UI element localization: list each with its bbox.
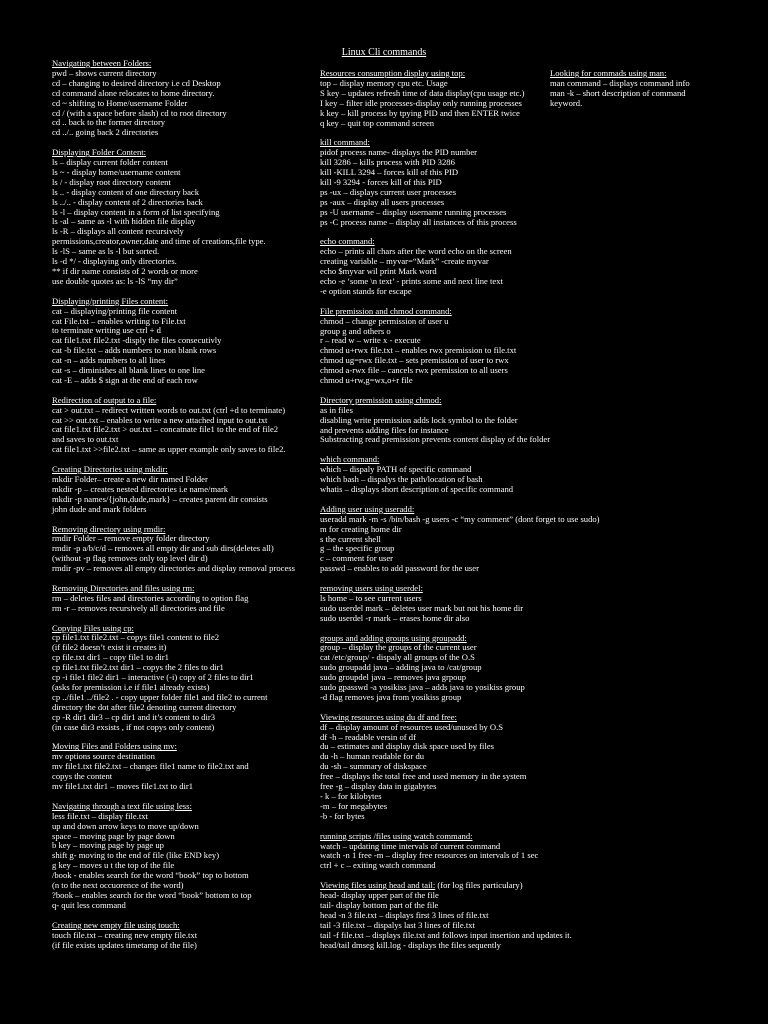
command-line: ps -aux – display all users processes — [320, 196, 445, 207]
command-line: tail- display bottom part of the file — [320, 899, 439, 910]
command-section — [320, 634, 600, 703]
command-line: pwd – shows current directory — [52, 67, 157, 78]
command-line: ** if dir name consists of 2 words or more — [52, 266, 198, 277]
command-line: (without -p flag removes only top level dir d) — [52, 553, 208, 564]
command-line: echo $myvar wil print Mark word — [320, 266, 437, 277]
command-line: cp ../file1 ../file2 . - copy upper folder file1 and file2 to current — [52, 691, 268, 702]
command-line: cat file1.txt file2.txt -disply the files consecutivly — [52, 335, 222, 346]
command-line: -m – for megabytes — [320, 800, 388, 811]
command-line: S key – updates refresh time of data display(cpu usage etc.) — [320, 87, 525, 98]
command-line: cp -i file1 file2 dir1 – interactive (-i) copy of 2 files to dir1 — [52, 672, 254, 683]
command-line: ps -ux – displays current user processes — [320, 186, 457, 197]
command-line: -d flag removes java from yosikiss group — [320, 691, 462, 702]
command-line: cd / (with a space before slash) cd to root directory — [52, 107, 227, 118]
command-line: which – dispaly PATH of specific command — [320, 464, 472, 475]
section-heading: Viewing resources using du df and free: — [320, 711, 457, 722]
command-line: shift g- moving to the end of file (like END key) — [52, 850, 220, 861]
command-line: passwd – enables to add password for the user — [320, 563, 479, 574]
command-line: mkdir -p – creates nested directories i.e name/mark — [52, 483, 229, 494]
command-section — [52, 921, 295, 951]
section-heading: Displaying/printing Files content: — [52, 295, 169, 306]
command-line: ls -al – same as -l with hidden file display — [52, 216, 196, 227]
command-line: cp -R dir1 dir3 – cp dir1 and it’s content to dir3 — [52, 711, 216, 722]
command-section — [320, 584, 600, 624]
section-heading: Moving Files and Folders using mv: — [52, 741, 177, 752]
command-line: copys the content — [52, 771, 113, 782]
command-line: cp file.txt dir1 – copy file1 to dir1 — [52, 652, 169, 663]
section-heading: Resources consumption display using top: — [320, 68, 466, 78]
command-line: cd – changing to desired directory i.e cd Desktop — [52, 77, 221, 88]
command-line: du – estimates and display disk space used by files — [320, 741, 494, 752]
command-line: head- display upper part of the file — [320, 890, 439, 901]
command-line: space – moving page by page down — [52, 830, 175, 841]
command-line: watch – updating time intervals of current command — [320, 840, 501, 851]
command-line: keyword. — [550, 97, 583, 108]
command-line: du -h – human readable for du — [320, 751, 425, 762]
command-line: ps -C process name – display all instances of this process — [320, 216, 517, 227]
command-line: mkdir -p names/{john,dude,mark} – creates parent dir consists — [52, 493, 268, 504]
section-heading: Removing Directories and files using rm: — [52, 582, 195, 593]
section-heading: Creating new empty file using touch: — [52, 919, 180, 930]
command-line: sudo groupdel java – removes java grpoup — [320, 672, 467, 683]
command-section — [52, 297, 295, 386]
command-line: ls -lS – same as ls -l but sorted. — [52, 246, 160, 257]
command-section — [52, 525, 295, 575]
command-line: sudo groupadd java – adding java to /cat/group — [320, 662, 482, 673]
section-heading: echo command: — [320, 236, 375, 247]
command-line: cd .. back to the former directory — [52, 117, 166, 128]
command-line: df – display amount of resources used/unused by O.S — [320, 721, 504, 732]
command-line: touch file.txt – creating new empty file.txt — [52, 929, 198, 940]
command-line: as in files — [320, 404, 353, 415]
command-line: cat > out.txt – redirect written words to out.txt (ctrl +d to terminate) — [52, 404, 286, 415]
command-line: k key – kill process by tpying PID and then ENTER twice — [320, 107, 520, 118]
command-line: (n to the next occuorence of the word) — [52, 880, 184, 891]
command-line: b key – moving page by page up — [52, 840, 164, 851]
command-line: tail -f file.txt – displays file.txt and follows input insertion and updates it. — [320, 929, 572, 940]
command-line: cat – displaying/printing file content — [52, 305, 178, 316]
command-line: head -n 3 file.txt – displays first 3 lines of file.txt — [320, 909, 489, 920]
command-line: -b - for bytes — [320, 810, 365, 821]
command-line: kill 3286 – kills process with PID 3286 — [320, 157, 455, 168]
command-line: cat -E – adds $ sign at the end of each row — [52, 374, 198, 385]
command-line: ls -l – display content in a form of list specifying — [52, 206, 220, 217]
section-heading: Viewing files using head and tail: (for log files particulary) — [320, 880, 523, 891]
section-heading: removing users using userdel: — [320, 583, 423, 594]
command-line: ls .. - display content of one directory back — [52, 186, 200, 197]
command-line: q- quit less command — [52, 899, 126, 910]
command-line: cat File.txt – enables writing to File.txt — [52, 315, 186, 326]
command-section — [52, 584, 295, 614]
command-section — [52, 465, 295, 515]
command-line: cat file1.txt file2.txt > out.txt – concatnate file1 to the end of file2 — [52, 424, 279, 435]
command-section — [320, 138, 600, 227]
command-line: cd ../.. going back 2 directories — [52, 127, 159, 138]
section-heading: Navigating between Folders: — [52, 58, 152, 68]
column-middle — [320, 69, 600, 950]
command-line: rm -r – removes recursively all directories and file — [52, 602, 225, 613]
page-title: Linux Cli commands — [341, 47, 427, 58]
command-line: top – display memory cpu etc. Usage — [320, 77, 448, 88]
command-line: du -sh – summary of diskspace — [320, 761, 427, 772]
command-line: ps -U username – display username running processes — [320, 206, 507, 217]
command-line: Substracting read premission prevents content display of the folder — [320, 434, 551, 445]
command-line: tail -3 file.txt – dispalys last 3 lines of file.txt — [320, 919, 475, 930]
command-section — [550, 69, 690, 109]
command-line: whatis – displays short description of specific command — [320, 483, 514, 494]
command-line: I key – filter idle processes-display only running processes — [320, 97, 522, 108]
command-line: ls / - display root directory content — [52, 176, 171, 187]
command-line: kill -9 3294 - forces kill of this PID — [320, 176, 442, 187]
command-line: man command – displays command info — [550, 77, 690, 88]
command-section — [52, 59, 295, 138]
command-line: (if file exists updates timetamp of the file) — [52, 939, 197, 950]
section-heading: Looking for commads using man: — [550, 68, 667, 78]
section-heading: Navigating through a text file using less: — [52, 800, 192, 811]
command-section — [320, 881, 600, 950]
command-line: rmdir -p a/b/c/d – removes all empty dir and sub dirs(deletes all) — [52, 543, 274, 554]
command-line: (in case dir3 exsists , if not copys only content) — [52, 721, 215, 732]
command-line: watch -n 1 free -m – display free resources on intervals of 1 sec — [320, 850, 539, 861]
command-section — [320, 307, 600, 386]
command-line: ls -d */ - displaying only directories. — [52, 256, 177, 267]
command-section — [320, 505, 600, 574]
command-line: ls -R – displays all content recursively — [52, 226, 184, 237]
command-line: ls home – to see current users — [320, 592, 422, 603]
command-section — [320, 455, 600, 495]
column-right — [550, 69, 690, 109]
command-line: rmdir Folder – remove empty folder directory — [52, 533, 210, 544]
command-line: /book - enables search for the word “book” top to bottom — [52, 870, 249, 881]
command-line: r – read w – write x - execute — [320, 335, 421, 346]
command-line: rm – deletes files and directories according to option flag — [52, 592, 249, 603]
command-line: sudo userdel -r mark – erases home dir also — [320, 612, 470, 623]
section-heading: Copying Files using cp: — [52, 622, 134, 633]
section-heading: Directory premission using chmod: — [320, 394, 442, 405]
command-section — [52, 148, 295, 287]
command-line: rmdir -pv – removes all empty directories and display removal process — [52, 563, 295, 574]
command-line: df -h – readable versin of df — [320, 731, 416, 742]
command-line: permissions,creator,owner,date and time of creations,file type. — [52, 236, 266, 247]
command-line: cat >> out.txt – enables to write a new attached input to out.txt — [52, 414, 268, 425]
command-line: -e option stands for escape — [320, 285, 412, 296]
command-line: (if file2 doesn’t exist it creates it) — [52, 642, 167, 653]
command-line: cat file1.txt >>file2.txt – same as upper example only saves to file2. — [52, 444, 286, 455]
command-line: free – displays the total free and used memory in the system — [320, 771, 527, 782]
command-line: cat /etc/group/ - dispaly all groups of the O.S — [320, 652, 475, 663]
command-line: useradd mark -m -s /bin/bash -g users -c “my comment” (dont forget to use sudo) — [320, 513, 600, 524]
section-heading: Redirection of output to a file: — [52, 394, 157, 405]
command-line: c – comment for user — [320, 553, 394, 564]
command-line: (asks for premission i.e if file1 already exists) — [52, 681, 210, 692]
command-line: directory the dot after file2 denoting current directory — [52, 701, 237, 712]
command-line: mv options source destination — [52, 751, 155, 762]
command-section — [320, 396, 600, 446]
command-section — [320, 713, 600, 822]
section-heading: Displaying Folder Content: — [52, 147, 147, 158]
command-section — [52, 742, 295, 792]
section-heading: Adding user using useradd: — [320, 503, 415, 514]
command-line: sudo userdel mark – deletes user mark but not his home dir — [320, 602, 524, 613]
command-line: q key – quit top command screen — [320, 117, 435, 128]
command-line: creating variable – myvar=“Mark” -create myvar — [320, 256, 489, 267]
command-line: which bash – dispalys the path/location of bash — [320, 474, 483, 485]
command-line: up and down arrow keys to move up/down — [52, 820, 199, 831]
section-heading: groups and adding groups using groupadd: — [320, 632, 467, 643]
command-line: to terminate writing use ctrl + d — [52, 325, 161, 336]
command-line: group g and others o — [320, 325, 391, 336]
command-line: s the current shell — [320, 533, 381, 544]
command-line: ls – display current folder content — [52, 157, 168, 168]
command-line: cat -n – adds numbers to all lines — [52, 355, 166, 366]
command-section — [52, 624, 295, 733]
command-line: mv file1.txt dir1 – moves file1.txt to dir1 — [52, 781, 194, 792]
command-line: less file.txt – display file.txt — [52, 810, 148, 821]
command-line: ls ../.. - display content of 2 directories back — [52, 196, 203, 207]
command-line: group – display the groups of the current user — [320, 642, 477, 653]
command-line: g – the specific group — [320, 543, 395, 554]
section-heading: kill command: — [320, 137, 370, 148]
command-line: kill -KILL 3294 – forces kill of this PID — [320, 167, 459, 178]
command-line: john dude and mark folders — [52, 503, 147, 514]
command-line: and prevents adding files for instance — [320, 424, 449, 435]
command-section — [320, 832, 600, 872]
command-line: cd ~ shifting to Home/username Folder — [52, 97, 188, 108]
command-section — [52, 396, 295, 455]
command-line: pidof process name- displays the PID number — [320, 147, 478, 158]
section-heading: Creating Directories using mkdir: — [52, 464, 168, 475]
command-line: free -g – display data in gigabytes — [320, 781, 437, 792]
command-line: use double quotes as: ls -lS “my dir” — [52, 275, 178, 286]
command-line: ctrl + c – exiting watch command — [320, 860, 436, 871]
command-line: chmod ug=rwx file.txt – sets premission of user to rwx — [320, 355, 509, 366]
command-line: ls ~ - display home/username content — [52, 166, 181, 177]
column-left — [52, 59, 295, 950]
command-line: head/tail dmseg kill.log - displays the files sequently — [320, 939, 501, 950]
command-line: man -k – short description of command — [550, 87, 686, 98]
command-line: g key – moves u t the top of the file — [52, 860, 175, 871]
command-line: cp file1.txt file2.txt dir1 – copys the 2 files to dir1 — [52, 662, 224, 673]
command-line: echo -e ‘some \n text’ - prints some and next line text — [320, 276, 503, 286]
command-line: mv file1.txt file2.txt – changes file1 name to file2.txt and — [52, 761, 249, 772]
command-line: m for creating home dir — [320, 523, 402, 534]
command-line: chmod a-rwx file – cancels rwx premission to all users — [320, 365, 508, 376]
command-line: disabling write premission adds lock symbol to the folder — [320, 414, 518, 425]
command-line: cd command alone relocates to home directory. — [52, 87, 215, 98]
command-line: chmod u+rwx file.txt – enables rwx premission to file.txt — [320, 345, 517, 356]
command-section — [52, 802, 295, 911]
command-line: - k – for kilobytes — [320, 791, 382, 802]
command-line: ?book – enables search for the word “book” bottom to top — [52, 889, 252, 900]
command-line: cat -b file.txt – adds numbers to non blank rows — [52, 345, 217, 356]
command-line: mkdir Folder– create a new dir named Folder — [52, 474, 208, 484]
section-heading: Removing directory using rmdir: — [52, 523, 166, 534]
command-line: echo – prints all chars after the word echo on the screen — [320, 246, 512, 257]
command-line: cp file1.txt file2.txt – copys file1 content to file2 — [52, 632, 220, 643]
section-heading: File premission and chmod command: — [320, 305, 452, 316]
command-section — [320, 237, 600, 296]
command-line: and saves to out.txt — [52, 434, 119, 445]
section-heading: which command: — [320, 454, 380, 465]
command-line: cat -s – diminishes all blank lines to one line — [52, 365, 205, 376]
command-line: chmod – change permission of user u — [320, 315, 449, 326]
command-line: chmod u+rw,g=wx,o+r file — [320, 375, 413, 386]
command-line: sudo gpasswd -a yosikiss java – adds java to yosikiss group — [320, 682, 525, 693]
section-heading: running scripts /files using watch command: — [320, 830, 473, 841]
